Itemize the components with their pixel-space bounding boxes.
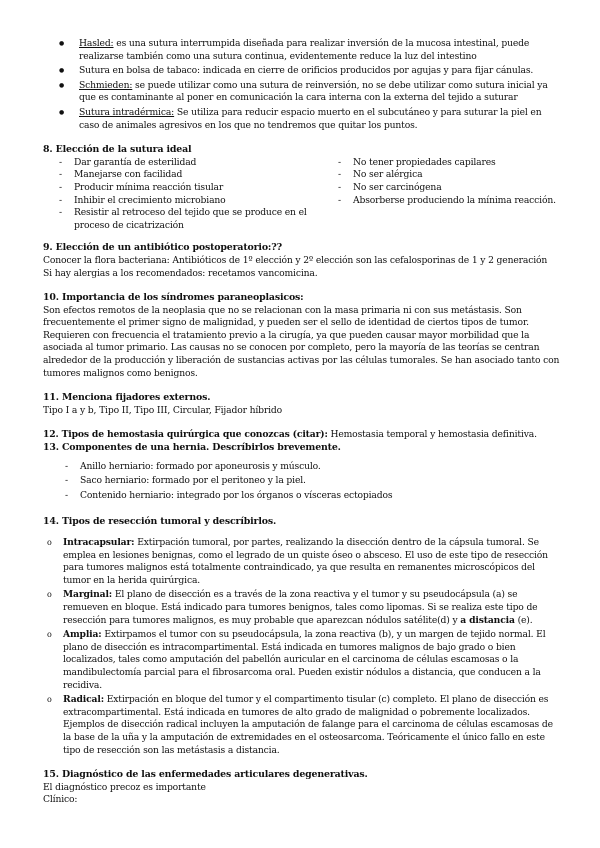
- list-item: - Contenido herniario: integrado por los órganos o vísceras ectopiados: [64, 490, 560, 503]
- suture-types-list: [43, 38, 560, 132]
- term-schmieden: Schmieden:: [79, 79, 133, 91]
- term: Intracapsular:: [63, 537, 135, 548]
- list-item: - No tener propiedades capilares: [337, 157, 556, 170]
- list-item: o Amplia: Extirpamos el tumor con su pseudocápsula, la zona reactiva (b), y un margen de tejido normal. El plano de disección es intracompartimental. Está indicada en tumores malignos de bajo grado o bien localizados, tales como amputación del pabellón auricular en el carcinoma de células escamosas o la mandibulectomía parcial para el fibrosarcoma oral. Pueden existir nódulos a distancia, que conducen a la recidiva.: [43, 629, 560, 692]
- section-10-title: 10. Importancia de los síndromes paraneoplasicos:: [43, 292, 304, 304]
- paragraph: Conocer la flora bacteriana: Antibióticos de 1º elección y 2º elección son las cefalosporinas de 1 y 2 generación: [43, 254, 548, 266]
- term: Radical:: [63, 694, 104, 706]
- section-10: [43, 292, 560, 380]
- section-12: [43, 429, 560, 442]
- list-item: - Producir mínima reacción tisular: [58, 182, 331, 195]
- section-9: [43, 242, 560, 280]
- ideal-suture-right-list: [331, 157, 556, 233]
- section-11: [43, 392, 560, 417]
- resection-types-list: [43, 537, 560, 757]
- list-item: ● Sutura en bolsa de tabaco: indicada en cierre de orificios producidos por agujas y para fijar cánulas.: [43, 65, 560, 78]
- section-11-title: 11. Menciona fijadores externos.: [43, 392, 211, 404]
- list-item: - Saco herniario: formado por el peritoneo y la piel.: [64, 475, 560, 488]
- list-item: o Radical: Extirpación en bloque del tumor y el compartimento tisular (c) completo. El plano de disección es extracompartimental. Está indicada en tumores de alto grado de malignidad o pobremente localizados. Ejemplos de disección radical incluyen la amputación de falange para el carcinoma de células escamosas de la base de la uña y la amputación de extremidades en el osteosarcoma. Teóricamente el único fallo en este tipo de resección son las metástasis a distancia.: [43, 694, 560, 757]
- hernia-components-list: [43, 461, 560, 503]
- section-8: [43, 144, 560, 232]
- ideal-suture-left-list: [43, 157, 331, 233]
- term: Marginal:: [63, 589, 113, 601]
- list-item: - Inhibir el crecimiento microbiano: [58, 195, 331, 208]
- list-item: ● Hasled: es una sutura interrumpida diseñada para realizar inversión de la mucosa intestinal, puede realizarse también como una sutura continua, evidentemente reduce la luz del intestino: [43, 38, 560, 63]
- section-14: [43, 516, 560, 757]
- list-item: - No ser alérgica: [337, 169, 556, 182]
- paragraph: Tipo I a y b, Tipo II, Tipo III, Circular, Fijador híbrido: [43, 404, 283, 416]
- list-item: - Anillo herniario: formado por aponeurosis y músculo.: [64, 461, 560, 474]
- term-intradermica: Sutura intradérmica:: [79, 106, 175, 118]
- term: Amplia:: [63, 629, 102, 641]
- list-item: ● Schmieden: se puede utilizar como una sutura de reinversión, no se debe utilizar como sutura inicial ya que es contaminante al poner en comunicación la cara interna con la externa del tejido a suturar: [43, 80, 560, 105]
- list-item: o Marginal: El plano de disección es a través de la zona reactiva y el tumor y su pseudocápsula (a) se remueven en bloque. Está indicado para tumores benignos, tales como lipomas. Si se realiza este tipo de resección para tumores malignos, es muy probable que aparezcan nódulos satélite(d) y a distancia (e).: [43, 589, 560, 627]
- section-13-title: 13. Componentes de una hernia. Descríbirlos brevemente.: [43, 442, 341, 454]
- section-15-title: 15. Diagnóstico de las enfermedades articulares degenerativas.: [43, 769, 368, 781]
- ideal-suture-columns: [43, 157, 560, 233]
- section-12-title: 12. Tipos de hemostasia quirúrgica que conozcas (citar):: [43, 429, 328, 441]
- paragraph: Son efectos remotos de la neoplasia que no se relacionan con la masa primaria ni con sus metástasis. Son frecuentemente el primer signo de malignidad, y pueden ser el sello de identidad de ciertos tipos de tumor. Requieren con frecuencia el tratamiento previo a la cirugía, ya que pueden causar mayor morbilidad que la asociada al tumor primario. Las causas no se conocen por completo, pero la mayoría de las teorías se centran alrededor de la producción y liberación de sustancias activas por las células tumorales. Se han asociado tanto con tumores malignos como benignos.: [43, 304, 560, 379]
- section-8-title: 8. Elección de la sutura ideal: [43, 144, 192, 156]
- section-13: [43, 442, 560, 502]
- list-item: - Dar garantía de esterilidad: [58, 157, 331, 170]
- paragraph: Clínico:: [43, 794, 78, 806]
- section-15: [43, 769, 560, 807]
- paragraph: Si hay alergias a los recomendados: recetamos vancomicina.: [43, 267, 318, 279]
- list-item: - Resistir al retroceso del tejido que se produce en el proceso de cicatrización: [58, 207, 331, 232]
- list-item: - Manejarse con facilidad: [58, 169, 331, 182]
- list-item: - No ser carcinógena: [337, 182, 556, 195]
- paragraph: El diagnóstico precoz es importante: [43, 781, 206, 793]
- term-hasled: Hasled:: [79, 38, 114, 49]
- list-item: o Intracapsular: Extirpación tumoral, por partes, realizando la disección dentro de la cápsula tumoral. Se emplea en lesiones benignas, como el legrado de un quiste óseo o absceso. El uso de este tipo de resección para tumores malignos está totalmente contraindicado, ya que resulta en remanentes microscópicos del tumor en la herida quirúrgica.: [43, 537, 560, 587]
- list-item: ● Sutura intradérmica: Se utiliza para reducir espacio muerto en el subcutáneo y para suturar la piel en caso de animales agresivos en los que no tendremos que quitar los puntos.: [43, 107, 560, 132]
- section-9-title: 9. Elección de un antibiótico postoperatorio:??: [43, 242, 282, 254]
- list-item: - Absorberse produciendo la mínima reacción.: [337, 195, 556, 208]
- paragraph: 12. Tipos de hemostasia quirúrgica que conozcas (citar): Hemostasia temporal y hemostasia definitiva.: [43, 429, 537, 441]
- section-14-title: 14. Tipos de resección tumoral y descríbirlos.: [43, 516, 277, 528]
